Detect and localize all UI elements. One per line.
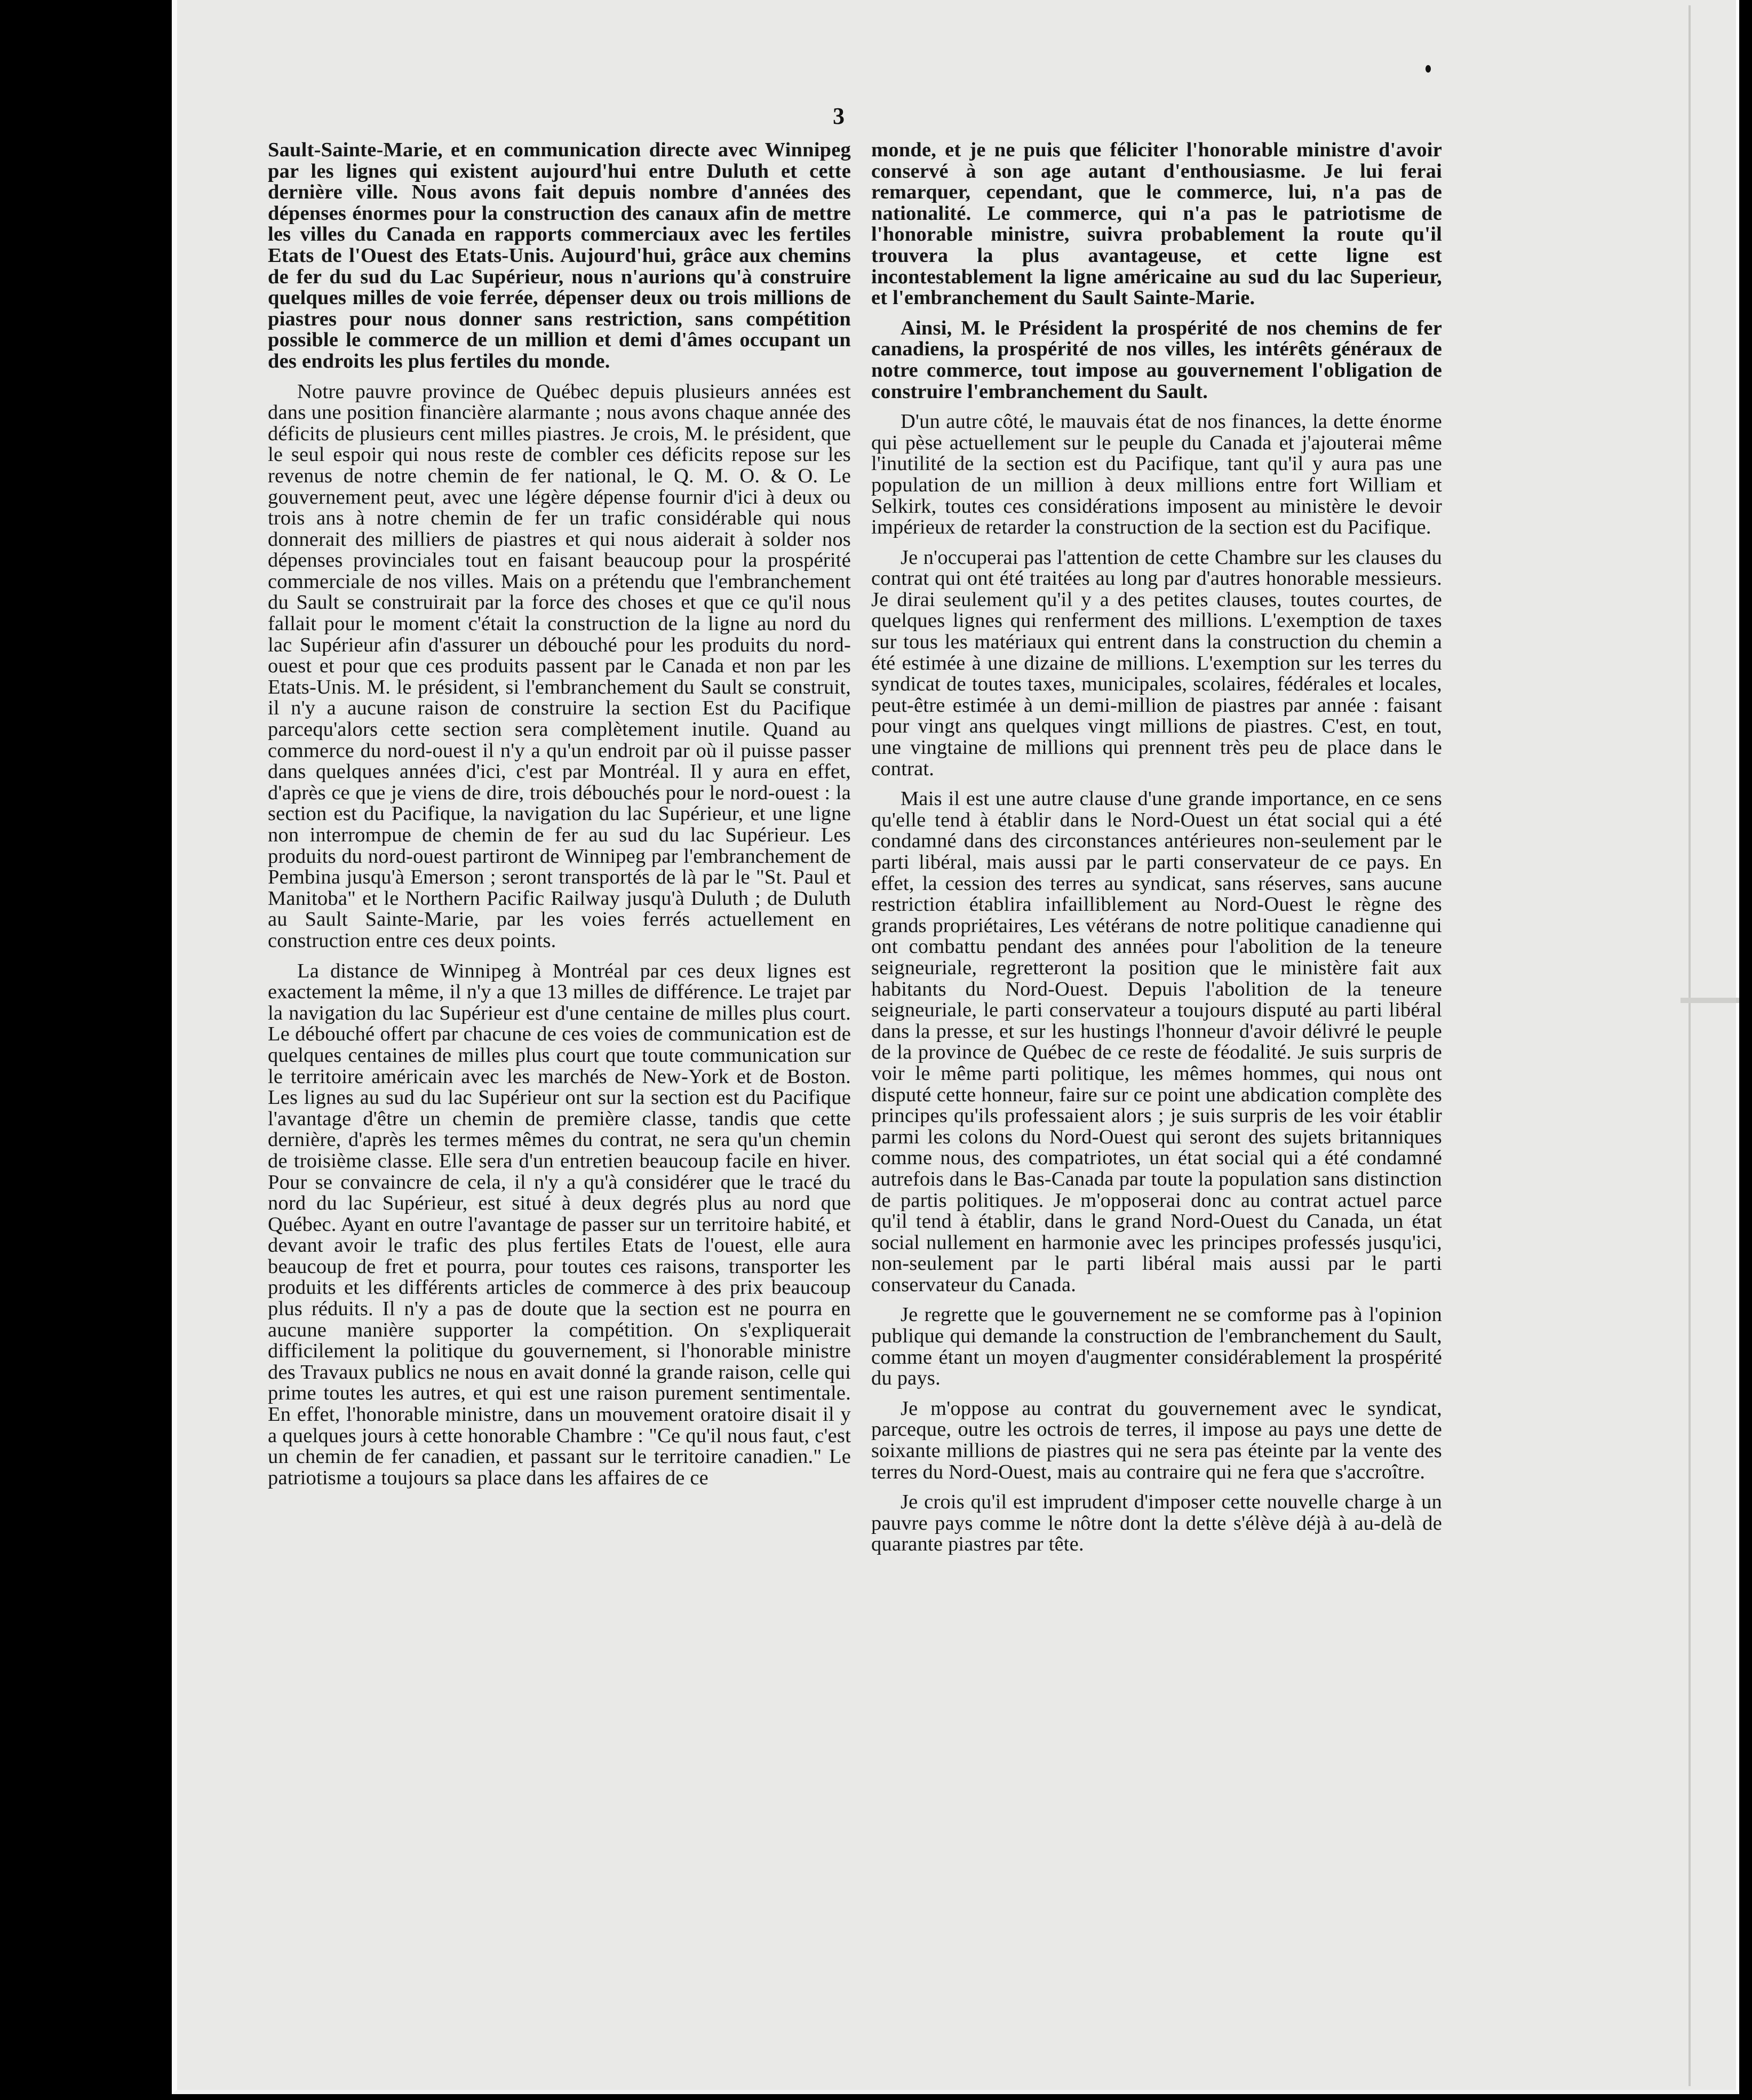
paragraph: Sault-Sainte-Marie, et en communication directe avec Winnipeg par les lignes qui existent aujourd'hui entre Duluth et cette dernière ville. Nous avons fait depuis nombre d'années des dépenses énormes pour la construction des canaux afin de mettre les villes du Canada en rapports commerciaux avec les fertiles Etats de l'Ouest des Etats-Unis. Aujourd'hui, grâce aux chemins de fer du sud du Lac Supérieur, nous n'aurions qu'à construire quelques milles de voie ferrée, dépenser deux ou trois millions de piastres pour nous donner sans restriction, sans compétition possible le commerce de un million et demi d'âmes occupant un des endroits les plus fertiles du monde. bbox=[268, 139, 851, 372]
paragraph: Mais il est une autre clause d'une grande importance, en ce sens qu'elle tend à établir dans le Nord-Ouest un état social qui a été condamné dans des circonstances antérieures non-seulement par le parti libéral, mais aussi par le parti conservateur de ce pays. En effet, la cession des terres au syndicat, sans réserves, sans aucune restriction établira infailliblement au Nord-Ouest le règne des grands propriétaires, Les vétérans de notre politique canadienne qui ont combattu pendant des années pour l'abolition de la teneure seigneuriale, regretteront la position que le ministère fait aux habitants du Nord-Ouest. Depuis l'abolition de la teneure seigneuriale, le parti conservateur a toujours disputé au parti libéral dans la presse, et sur les hustings l'honneur d'avoir délivré le peuple de la province de Québec de ce reste de féodalité. Je suis surpris de voir le même parti politique, les mêmes hommes, qui nous ont disputé cette honneur, faire sur ce point une abdication complète des principes qu'ils professaient alors ; je suis surpris de les voir établir parmi les colons du Nord-Ouest qui seront des sujets britanniques comme nous, des compatriotes, un état social qui a été condamné autrefois dans le Bas-Canada par toute la population sans distinction de partis politiques. Je m'opposerai donc au contrat actuel parce qu'il tend à établir, dans le grand Nord-Ouest du Canada, un état social nullement en harmonie avec les principes professés jusqu'ici, non-seulement par le parti libéral mais aussi par le parti conservateur du Canada. bbox=[871, 788, 1442, 1296]
page-fold-line bbox=[1689, 5, 1691, 2086]
paragraph: Je m'oppose au contrat du gouvernement avec le syndicat, parceque, outre les octrois de terres, il impose au pays une dette de soixante millions de piastres qui ne sera pas éteinte par la vente des terres du Nord-Ouest, mais au contraire qui ne fera que s'accroître. bbox=[871, 1397, 1442, 1483]
paragraph: Ainsi, M. le Président la prospérité de nos chemins de fer canadiens, la prospérité de nos villes, les intérêts généraux de notre commerce, tout impose au gouvernement l'obligation de construire l'embranchement du Sault. bbox=[871, 316, 1442, 403]
paragraph: D'un autre côté, le mauvais état de nos finances, la dette énorme qui pèse actuellement sur le peuple du Canada et j'ajouterai même l'inutilité de la section est du Pacifique, tant qu'il y aura pas une population de un million à deux millions entre fort William et Selkirk, toutes ces considérations imposent au ministère le devoir impérieux de retarder la construction de la section est du Pacifique. bbox=[871, 410, 1442, 539]
paragraph: Notre pauvre province de Québec depuis plusieurs années est dans une position financière alarmante ; nous avons chaque année des déficits de plusieurs cent milles piastres. Je crois, M. le président, que le seul espoir qui nous reste de combler ces déficits repose sur les revenus de notre chemin de fer national, le Q. M. O. & O. Le gouvernement peut, avec une légère dépense fournir d'ici à deux ou trois ans à notre chemin de fer un trafic considérable qui nous donnerait des milliers de piastres et qui nous aiderait à solder nos dépenses provinciales tout en faisant beaucoup pour la prospérité commerciale de nos villes. Mais on a prétendu que l'embranchement du Sault se construirait par la force des choses et que ce qu'il nous fallait pour le moment c'était la construction de la ligne au nord du lac Supérieur afin d'assurer un débouché pour les produits du nord-ouest et pour que ces produits passent par le Canada et non par les Etats-Unis. M. le président, si l'embranchement du Sault se construit, il n'y a aucune raison de construire la section Est du Pacifique parcequ'alors cette section sera complètement inutile. Quand au commerce du nord-ouest il n'y a qu'un endroit par où il puisse passer dans quelques années d'ici, c'est par Montréal. Il y aura en effet, d'après ce que je viens de dire, trois débouchés pour le nord-ouest : la section est du Pacifique, la navigation du lac Supérieur, et une ligne non interrompue de chemin de fer au sud du lac Supérieur. Les produits du nord-ouest partiront de Winnipeg par l'embranchement de Pembina jusqu'à Emerson ; seront transportés de là par le "St. Paul et Manitoba" et le Northern Pacific Railway jusqu'à Duluth ; de Duluth au Sault Sainte-Marie, par les voies ferrés actuellement en construction entre ces deux points. bbox=[268, 380, 851, 952]
paragraph: Je crois qu'il est imprudent d'imposer cette nouvelle charge à un pauvre pays comme le nôtre dont la dette s'élève déjà à au-delà de quarante piastres par tête. bbox=[871, 1491, 1442, 1556]
left-text-column bbox=[268, 140, 851, 1489]
right-text-column bbox=[871, 140, 1442, 1555]
paragraph: Je n'occuperai pas l'attention de cette Chambre sur les clauses du contrat qui ont été traitées au long par d'autres honorable messieurs. Je dirai seulement qu'il y a des petites clauses, toutes courtes, de quelques lignes qui renferment des millions. L'exemption de taxes sur tous les matériaux qui entrent dans la construction du chemin a été estimée à une dizaine de millions. L'exemption sur les terres du syndicat de toutes taxes, municipales, scolaires, fédérales et locales, peut-être estimée à un demi-million de piastres par année : faisant pour vingt ans quelques vingt millions de piastres. C'est, en tout, une vingtaine de millions qui prennent très peu de place dans le contrat. bbox=[871, 546, 1442, 780]
page-fold-mark bbox=[1681, 998, 1739, 1003]
paragraph: La distance de Winnipeg à Montréal par ces deux lignes est exactement la même, il n'y a que 13 milles de différence. Le trajet par la navigation du lac Supérieur est d'une centaine de milles plus court. Le débouché offert par chacune de ces voies de communication est de quelques centaines de milles plus court que toute communication sur le territoire américain avec les marchés de New-York et de Boston. Les lignes au sud du lac Supérieur ont sur la section est du Pacifique l'avantage d'être un chemin de première classe, tandis que cette dernière, d'après les termes mêmes du contrat, ne sera qu'un chemin de troisième classe. Elle sera d'un entretien beaucoup facile en hiver. Pour se convaincre de cela, il n'y a qu'à considérer que le tracé du nord du lac Supérieur, est situé à deux degrés plus au nord que Québec. Ayant en outre l'avantage de passer sur un territoire habité, et devant avoir le trafic des plus fertiles Etats de l'ouest, elle aura beaucoup de fret et pourra, pour toutes ces raisons, transporter les produits et les différents articles de commerce à des prix beaucoup plus réduits. Il n'y a pas de doute que la section est ne pourra en aucune manière supporter la compétition. On s'expliquerait difficilement la politique du gouvernement, si l'honorable ministre des Travaux publics ne nous en avait donné la grande raison, celle qui prime toutes les autres, et qui est une raison purement sentimentale. En effet, l'honorable ministre, dans un mouvement oratoire disait il y a quelques jours à cette honorable Chambre : "Ce qu'il nous faut, c'est un chemin de fer canadien, et passant sur le territoire canadien." Le patriotisme a toujours sa place dans les affaires de ce bbox=[268, 959, 851, 1489]
ink-speck bbox=[1426, 65, 1431, 73]
paragraph: Je regrette que le gouvernement ne se comforme pas à l'opinion publique qui demande la construction de l'embranchement du Sault, comme étant un moyen d'augmenter considérablement la prospérité du pays. bbox=[871, 1303, 1442, 1390]
page-number: 3 bbox=[833, 103, 845, 129]
paragraph: monde, et je ne puis que féliciter l'honorable ministre d'avoir conservé à son age autant d'enthousiasme. Je lui ferai remarquer, cependant, que le commerce, lui, n'a pas de nationalité. Le commerce, qui n'a pas le patriotisme de l'honorable ministre, suivra probablement la route qu'il trouvera la plus avantageuse, et cette ligne est incontestablement la ligne américaine au sud du lac Superieur, et l'embranchement du Sault Sainte-Marie. bbox=[871, 139, 1442, 309]
